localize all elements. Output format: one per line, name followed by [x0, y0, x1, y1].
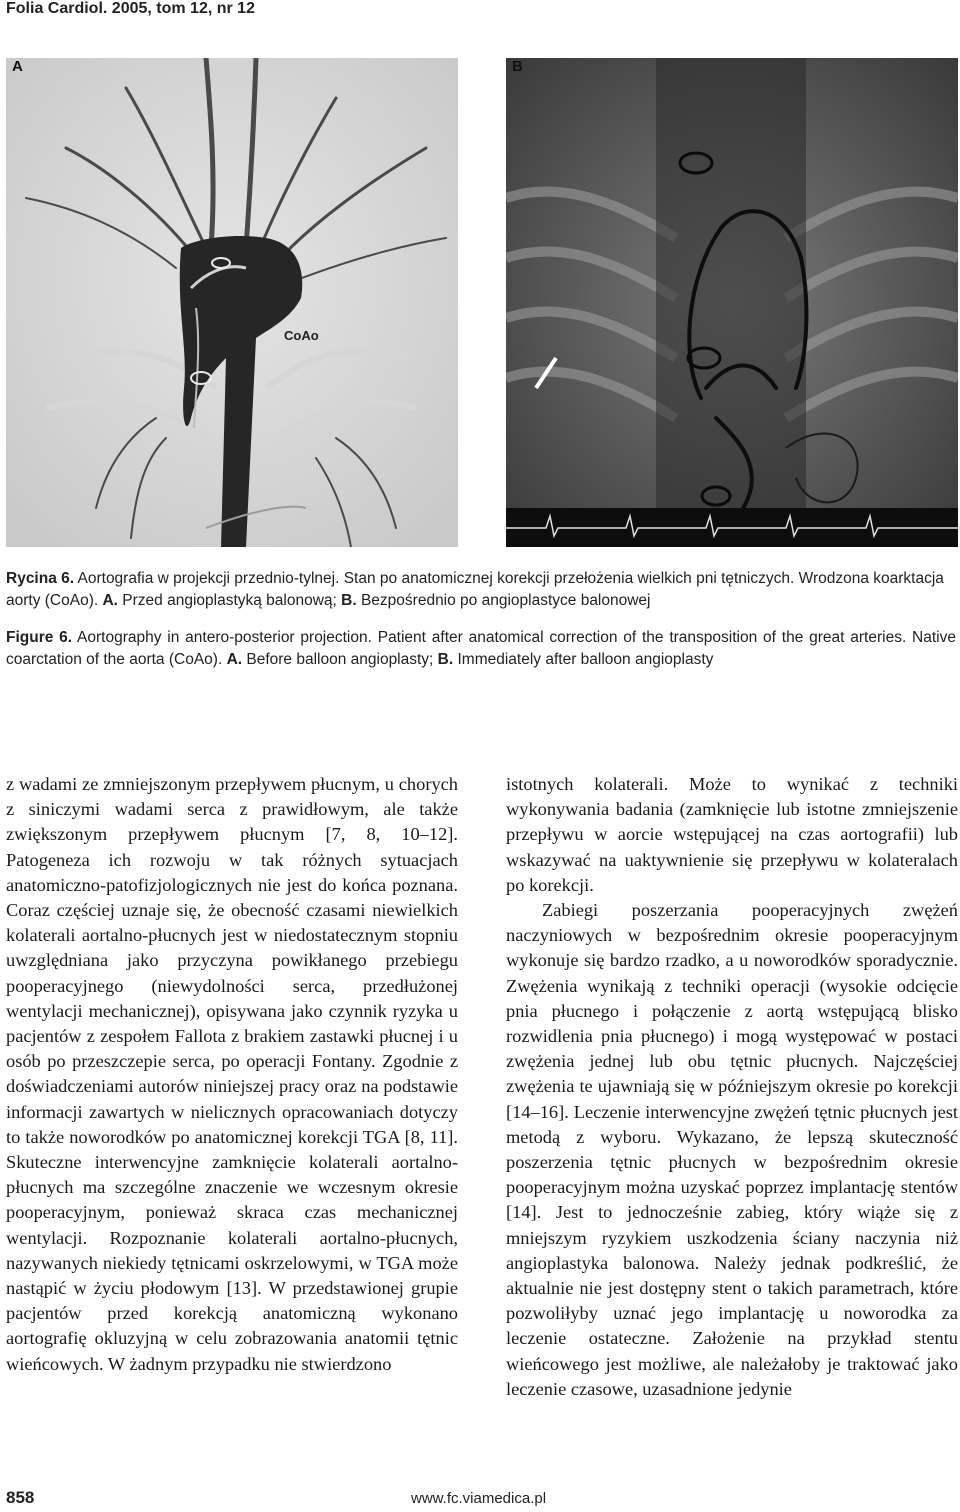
- angiogram-panel-b: [506, 58, 958, 547]
- panel-label-b: B: [512, 58, 523, 75]
- right-paragraph-1: istotnych kolaterali. Może to wynikać z techniki wykonywania badania (zamknięcie lub istotne zmniejszenie przepływu w aorcie wstępującej na czas aortografii) lub wskazywać na uaktywnienie się przepływu w kolateralach po korekcji.: [506, 774, 958, 895]
- caption-pl-label: Rycina 6.: [6, 570, 75, 587]
- angiogram-b-image: [506, 58, 958, 547]
- journal-header: Folia Cardiol. 2005, tom 12, nr 12: [6, 0, 255, 17]
- left-paragraph: z wadami ze zmniejszonym przepływem płucnym, u chorych z siniczymi wadami serca z prawidłowym, ale także zwiększonym przepływem płucnym [7, 8, 10–12]. Patogeneza ich rozwoju w tak różnych sytuacjach anatomiczno-patofizjologicznych nie jest do końca poznana. Coraz częściej uznaje się, że obecność czasami niewielkich kolaterali aortalno-płucnych jest w niedostatecznym stopniu uwzględniana jako przyczyna powikłanego przebiegu pooperacyjnego (niewydolności serca, przedłużonej wentylacji mechanicznej), opisywana jako czynnik ryzyka u pacjentów z zespołem Fallota z brakiem zastawki płucnej i u osób po przeszczepie serca, po operacji Fontany. Zgodnie z doświadczeniami autorów niniejszej pracy oraz na podstawie informacji zawartych w nielicznych opracowaniach dotyczy to także noworodków po anatomicznej korekcji TGA [8, 11]. Skuteczne interwencyjne zamknięcie kolaterali aortalno-płucnych ma szczególne znaczenie we wczesnym okresie pooperacyjnym, ponieważ skraca czas mechanicznej wentylacji. Rozpoznanie kolaterali aortalno-płucnych, nazywanych niekiedy tętnicami oskrzelowymi, w TGA może nastąpić w życiu płodowym [13]. W przedstawionej grupie pacjentów przed korekcją anatomiczną wykonano aortografię okluzyjną w celu zobrazowania anatomii tętnic wieńcowych. W żadnym przypadku nie stwierdzono: [6, 774, 458, 1374]
- caption-en-text-1: Aortography in antero-posterior projection. Patient after anatomical correction of the transposition of the great arteries. Native coarctation of the aorta (CoAo).: [6, 629, 956, 668]
- right-paragraph-2: Zabiegi poszerzania pooperacyjnych zwężeń naczyniowych w bezpośrednim okresie pooperacyjnym wykonuje się bardzo rzadko, a u noworodków sporadycznie. Zwężenia wynikają z techniki operacji (wysokie odcięcie pnia płucnego i połączenie z aortą wstępującą blisko rozwidlenia pnia płucnego) i mogą występować w postaci zwężenia jednej lub obu tętnic płucnych. Najczęściej zwężenia te ujawniają się w późniejszym okresie po korekcji [14–16]. Leczenie interwencyjne zwężeń tętnic płucnych jest metodą z wyboru. Wykazano, że lepszą skuteczność poszerzenia tętnic płucnych w bezpośrednim okresie pooperacyjnym można uzyskać poprzez implantację stentów [14]. Jest to jednocześnie zabieg, który wiąże się z mniejszym ryzykiem uszkodzenia ściany naczynia niż angioplastyka balonowa. Należy jednak podkreślić, że aktualnie nie jest dostępny stent o takich parametrach, które pozwoliłyby uznać jego implantację u noworodka za leczenie ostateczne. Założenie na przykład stentu wieńcowego jest możliwe, ale należałoby je traktować jako leczenie czasowe, uzasadnione jedynie: [506, 900, 958, 1399]
- caption-en-text-3: Immediately after balloon angioplasty: [453, 651, 714, 668]
- caption-en-text-2: Before balloon angioplasty;: [242, 651, 438, 668]
- body-column-right: [506, 772, 958, 1402]
- panel-label-a: A: [12, 58, 23, 75]
- figure-caption-english: [6, 627, 956, 671]
- coao-label: CoAo: [284, 328, 319, 343]
- caption-pl-text-1: Aortografia w projekcji przednio-tylnej. Stan po anatomicznej korekcji przełożenia wielkich pni tętniczych. Wrodzona koarktacja aorty (CoAo).: [6, 570, 944, 609]
- angiogram-a-image: [6, 58, 458, 547]
- caption-pl-b: B.: [341, 592, 357, 609]
- body-column-left: [6, 772, 458, 1377]
- caption-pl-a: A.: [102, 592, 118, 609]
- journal-url: www.fc.viamedica.pl: [411, 1490, 547, 1507]
- caption-pl-text-2: Przed angioplastyką balonową;: [117, 592, 342, 609]
- caption-pl-text-3: Bezpośrednio po angioplastyce balonowej: [356, 592, 651, 609]
- caption-en-label: Figure 6.: [6, 629, 73, 646]
- figure-caption-polish: [6, 568, 956, 612]
- caption-en-a: A.: [226, 651, 243, 668]
- angiogram-panel-a: [6, 58, 458, 547]
- caption-en-b: B.: [437, 651, 454, 668]
- page-number: 858: [6, 1488, 35, 1507]
